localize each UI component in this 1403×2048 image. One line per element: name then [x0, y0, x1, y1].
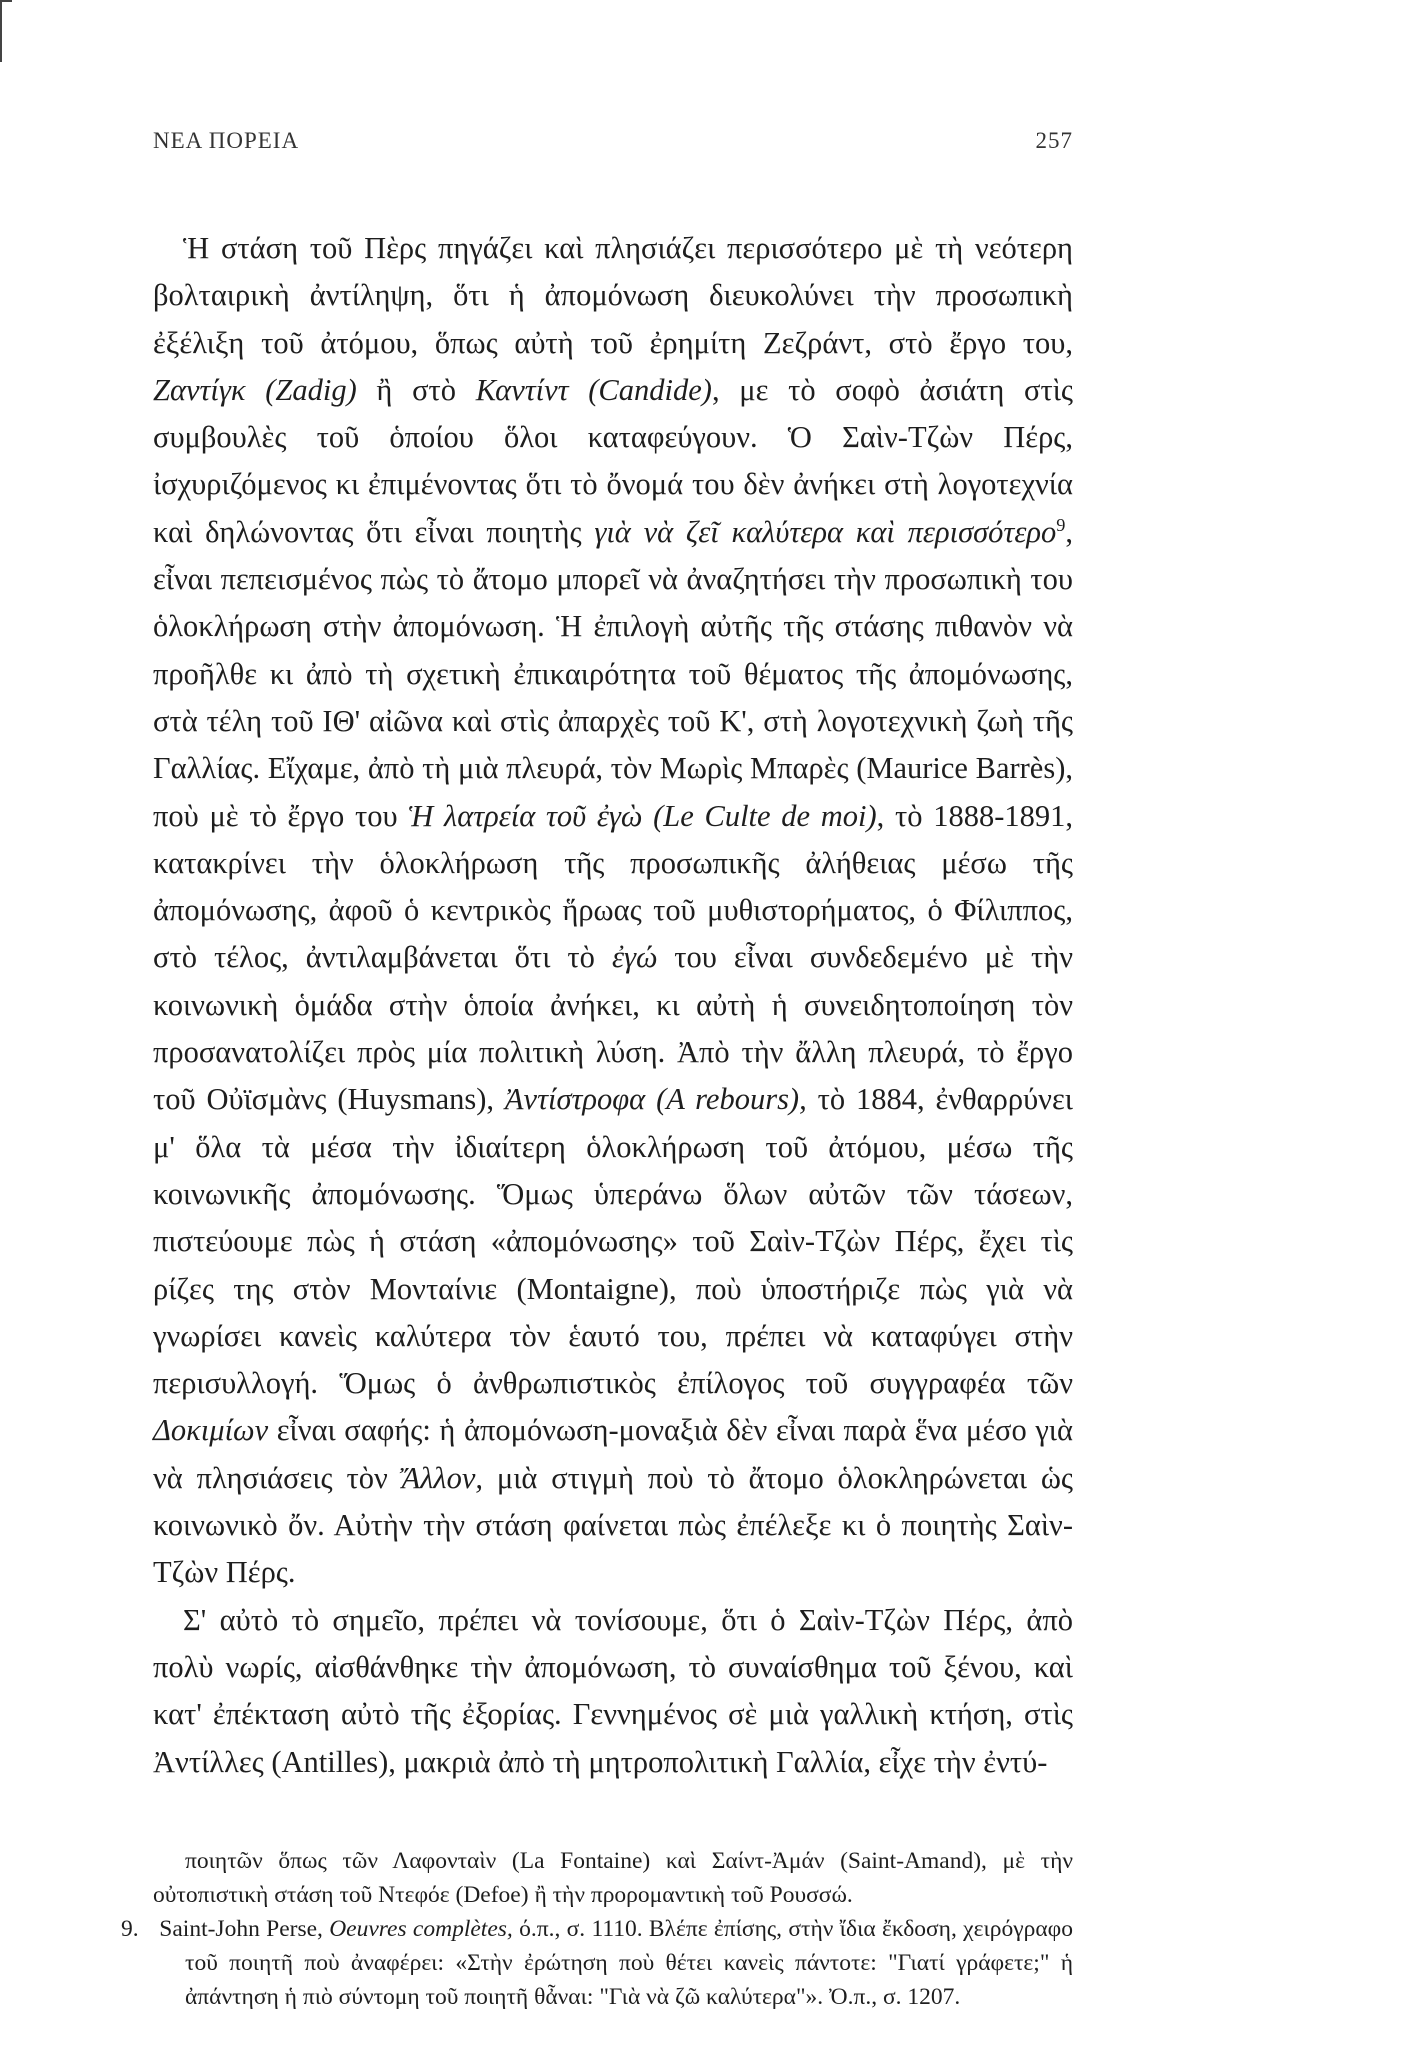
italic-title: Oeuvres complètes, [329, 1915, 513, 1942]
text-run: Ἡ στάση τοῦ Πὲρς πηγάζει καὶ πλησιάζει περισσότερο μὲ τὴ νεότερη βολταιρικὴ ἀντίληψη, ὅτι ἡ ἀπομόνωση διευκολύνει τὴν προσωπικὴ ἐξέλιξη τοῦ ἀτόμου, ὅπως αὐτὴ τοῦ ἐρημίτη Ζεζράντ, στὸ ἔργο του, [153, 231, 1073, 360]
paragraph-1 [153, 225, 1073, 1597]
italic-title: Ἡ λατρεία τοῦ ἐγὼ (Le Culte de moi) [408, 798, 877, 833]
body-text [153, 225, 1073, 1786]
running-title: ΝΕΑ ΠΟΡΕΙΑ [153, 128, 300, 153]
text-run: του εἶναι συνδεδεμένο μὲ τὴν κοινωνικὴ ὁμάδα στὴν ὁποία ἀνήκει, κι αὐτὴ ἡ συνειδητοποίηση τὸν προσανατολίζει πρὸς μία πολιτικὴ λύση. Ἀπὸ τὴν ἄλλη πλευρά, τὸ ἔργο τοῦ Οὐϊσμὰνς (Huysmans), [153, 940, 1073, 1117]
text-run: ό.π., σ. 1110. Βλέπε ἐπίσης, στὴν ἴδια ἔκδοση, χειρόγραφο τοῦ ποιητῆ ποὺ ἀναφέρει: «Στὴν ἐρώτηση ποὺ θέτει κανεὶς πάντοτε: "Γιατί γράφετε;" ἡ ἀπάντηση ἡ πιὸ σύντομη τοῦ ποιητῆ θἆναι: "Γιὰ νὰ ζῶ καλύτερα"». Ὀ.π., σ. 1207. [185, 1915, 1073, 2010]
text-run: μιὰ στιγμὴ ποὺ τὸ ἄτομο ὁλοκληρώνεται ὡς κοινωνικὸ ὄν. Αὐτὴν τὴν στάση φαίνεται πὼς ἐπέλεξε κι ὁ ποιητὴς Σαὶν-Τζὼν Πέρς. [153, 1460, 1073, 1590]
paragraph-2: Σ' αὐτὸ τὸ σημεῖο, πρέπει νὰ τονίσουμε, ὅτι ὁ Σαὶν-Τζὼν Πέρς, ἀπὸ πολὺ νωρίς, αἰσθάνθηκε τὴν ἀπομόνωση, τὸ συναίσθημα τοῦ ξένου, καὶ κατ' ἐπέκταση αὐτὸ τῆς ἐξορίας. Γεννημένος σὲ μιὰ γαλλικὴ κτήση, στὶς Ἀντίλλες (Antilles), μακριὰ ἀπὸ τὴ μητροπολιτικὴ Γαλλία, εἶχε τὴν ἐντύ- [153, 1602, 1073, 1779]
scan-edge-mark [0, 0, 12, 62]
italic-title: Καντίντ (Candide) [475, 372, 712, 407]
italic-word: Ἄλλον, [401, 1460, 484, 1495]
footnote-continuation: ποιητῶν ὅπως τῶν Λαφονταὶν (La Fontaine) καὶ Σαίντ-Ἀμάν (Saint-Amand), μὲ τὴν οὐτοπιστικὴ στάση τοῦ Ντεφόε (Defoe) ἢ τὴν προρομαντικὴ τοῦ Ρουσσώ. [153, 1847, 1073, 1908]
footnote-9: 9. Saint-John Perse, Oeuvres complètes, ό.π., σ. 1110. Βλέπε ἐπίσης, στὴν ἴδια ἔκδοση, χειρόγραφο τοῦ ποιητῆ ποὺ ἀναφέρει: «Στὴν ἐρώτηση ποὺ θέτει κανεὶς πάντοτε: "Γιατί γράφετε;" ἡ ἀπάντηση ἡ πιὸ σύντομη τοῦ ποιητῆ θἆναι: "Γιὰ νὰ ζῶ καλύτερα"». Ὀ.π., σ. 1207. [121, 1915, 1073, 2010]
italic-quote: γιὰ νὰ ζεῖ καλύτερα καὶ περισσότερο [594, 514, 1057, 549]
text-run: , με τὸ σοφὸ ἀσιάτη στὶς συμβουλὲς τοῦ ὁποίου ὅλοι καταφεύγουν. Ὁ Σαὶν-Τζὼν Πέρς, ἰσχυριζόμενος κι ἐπιμένοντας ὅτι τὸ ὄνομά του δὲν ἀνήκει στὴ λογοτεχνία καὶ δηλώνοντας ὅτι εἶναι ποιητὴς [153, 372, 1073, 549]
running-head [153, 128, 1073, 154]
italic-word: ἐγώ [611, 940, 658, 975]
text-run: Saint-John Perse, [153, 1915, 330, 1942]
text-run: ἢ στὸ [356, 372, 476, 407]
text-run: τὸ 1884, ἐνθαρρύνει μ' ὅλα τὰ μέσα τὴν ἰδιαίτερη ὁλοκλήρωση τοῦ ἀτόμου, μέσω τῆς κοινωνικῆς ἀπομόνωσης. Ὅμως ὑπεράνω ὅλων αὐτῶν τῶν τάσεων, πιστεύουμε πὼς ἡ στάση «ἀπομόνωσης» τοῦ Σαὶν-Τζὼν Πέρς, ἔχει τὶς ρίζες της στὸν Μονταίνιε (Montaigne), ποὺ ὑποστήριζε πὼς γιὰ νὰ γνωρίσει κανεὶς καλύτερα τὸν ἑαυτό του, πρέπει νὰ καταφύγει στὴν περισυλλογή. Ὅμως ὁ ἀνθρωπιστικὸς ἐπίλογος τοῦ συγγραφέα τῶν [153, 1082, 1073, 1401]
book-page [121, 128, 1073, 2014]
page-number: 257 [1035, 128, 1073, 153]
footnote-ref: 9 [1056, 514, 1066, 535]
text-run: εἶναι σαφής: ἡ ἀπομόνωση-μοναξιὰ δὲν εἶναι παρὰ ἕνα μέσο γιὰ νὰ πλησιάσεις τὸν [153, 1413, 1073, 1495]
italic-title: Ζαντίγκ (Zadig) [153, 372, 357, 407]
footnotes [121, 1844, 1073, 2014]
text-run: , τὸ 1888-1891, κατακρίνει τὴν ὁλοκλήρωση τῆς προσωπικῆς ἀλήθειας μέσω τῆς ἀπομόνωσης, ἀφοῦ ὁ κεντρικὸς ἥρωας τοῦ μυθιστορήματος, ὁ Φίλιππος, στὸ τέλος, ἀντιλαμβάνεται ὅτι τὸ [153, 798, 1073, 975]
text-run: , εἶναι πεπεισμένος πὼς τὸ ἄτομο μπορεῖ νὰ ἀναζητήσει τὴν προσωπικὴ του ὁλοκλήρωση στὴν ἀπομόνωση. Ἡ ἐπιλογὴ αὐτῆς τῆς στάσης πιθανὸν νὰ προῆλθε κι ἀπὸ τὴ σχετικὴ ἐπικαιρότητα τοῦ θέματος τῆς ἀπομόνωσης, στὰ τέλη τοῦ ΙΘ' αἰῶνα καὶ στὶς ἀπαρχὲς τοῦ Κ', στὴ λογοτεχνικὴ ζωὴ τῆς Γαλλίας. Εἴχαμε, ἀπὸ τὴ μιὰ πλευρά, τὸν Μωρὶς Μπαρὲς (Maurice Barrès), ποὺ μὲ τὸ ἔργο του [153, 514, 1073, 833]
italic-title: Δοκιμίων [153, 1413, 269, 1448]
italic-title: Ἀντίστροφα (A rebours), [504, 1082, 807, 1117]
